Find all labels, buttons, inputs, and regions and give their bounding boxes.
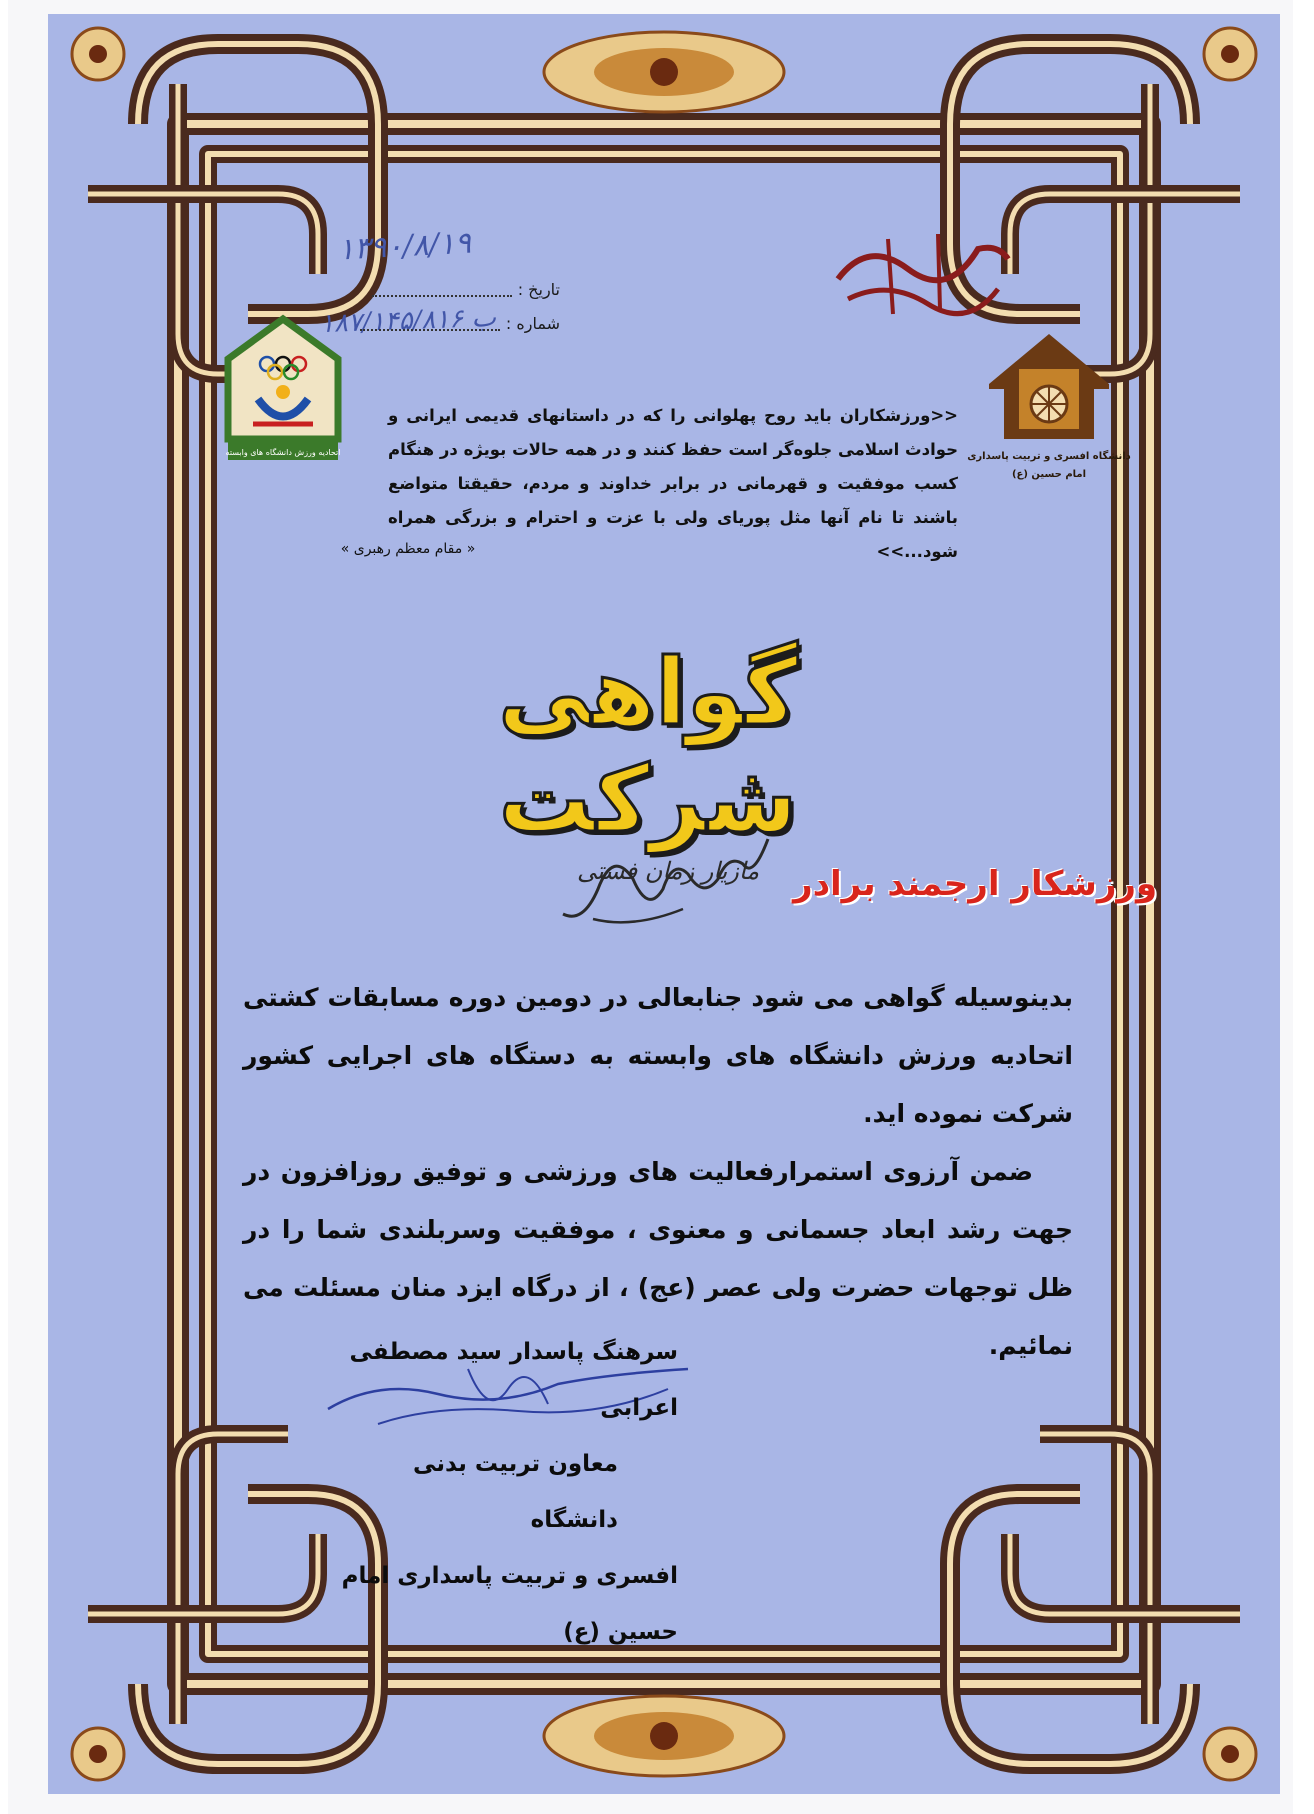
handwritten-number: ۱۸۷/۱۴۵/۸۱۶ ب xyxy=(319,302,497,340)
svg-text:امام حسین (ع): امام حسین (ع) xyxy=(1011,469,1087,480)
corner-knot-bottom-left xyxy=(88,1434,378,1764)
recipient-name-handwritten xyxy=(553,819,783,939)
corner-knot-bottom-right xyxy=(950,1434,1240,1764)
date-label: تاریخ : xyxy=(517,279,560,299)
signatory-block xyxy=(338,1324,678,1660)
number-label: شماره : xyxy=(505,313,560,333)
number-row xyxy=(360,306,560,340)
floral-ornament-bottom xyxy=(544,1696,784,1776)
signatory-institution: افسری و تربیت پاسداری امام حسین (ع) xyxy=(341,1563,678,1645)
leader-quote: <<ورزشکاران باید روح پهلوانی را که در داستانهای قدیمی ایرانی و حوادث اسلامی جلوه‌گر است حفظ کنند و در همه حالات بویژه در هنگام کسب موفقیت و قهرمانی در برابر خداوند و مردم، حقیقتا متواضع باشند تا نام آنها مثل پوریای ولی با عزت و احترام و بزرگی همراه شود...>> xyxy=(388,406,958,561)
number-dots xyxy=(360,315,500,331)
bismillah-calligraphy xyxy=(828,219,1018,329)
recipient-label: ورزشکار ارجمند برادر xyxy=(793,864,1158,904)
certificate-body xyxy=(243,969,1073,1375)
svg-text:مازیار زمان فستی: مازیار زمان فستی xyxy=(576,857,760,885)
date-row xyxy=(360,272,560,306)
floral-ornament-top xyxy=(544,32,784,112)
paper-sheet xyxy=(8,0,1293,1814)
certificate-title: گواهی شرکت xyxy=(498,639,798,853)
quote-source: « مقام معظم رهبری » xyxy=(340,541,476,557)
certificate xyxy=(48,14,1280,1794)
body-paragraph-2: ضمن آرزوی استمرارفعالیت های ورزشی و توفیق روزافزون در جهت رشد ابعاد جسمانی و معنوی ، موفقیت وسربلندی شما را در ظل توجهات حضرت ولی عصر (عج) ، از درگاه ایزد منان مسئلت می نمائیم. xyxy=(243,1157,1073,1360)
body-paragraph-1: بدینوسیله گواهی می شود جنابعالی در دومین دوره مسابقات کشتی اتحادیه ورزش دانشگاه های وابسته به دستگاه های اجرایی کشور شرکت نموده اید. xyxy=(243,983,1073,1128)
signatory-name: سرهنگ پاسدار سید مصطفی اعرابی xyxy=(349,1339,678,1421)
svg-text:دانشگاه افسری و تربیت پاسداری: دانشگاه افسری و تربیت پاسداری xyxy=(967,451,1131,462)
svg-text:اتحادیه ورزش دانشگاه های وابست: اتحادیه ورزش دانشگاه های وابسته xyxy=(225,448,341,457)
handwritten-date: ۱۳۹۰/۸/۱۹ xyxy=(337,225,472,268)
signatory-title: معاون تربیت بدنی دانشگاه xyxy=(413,1451,618,1533)
date-dots xyxy=(372,281,512,297)
document-meta xyxy=(360,272,560,340)
imam-hossein-university-logo xyxy=(967,329,1131,509)
sports-union-logo xyxy=(223,314,343,464)
